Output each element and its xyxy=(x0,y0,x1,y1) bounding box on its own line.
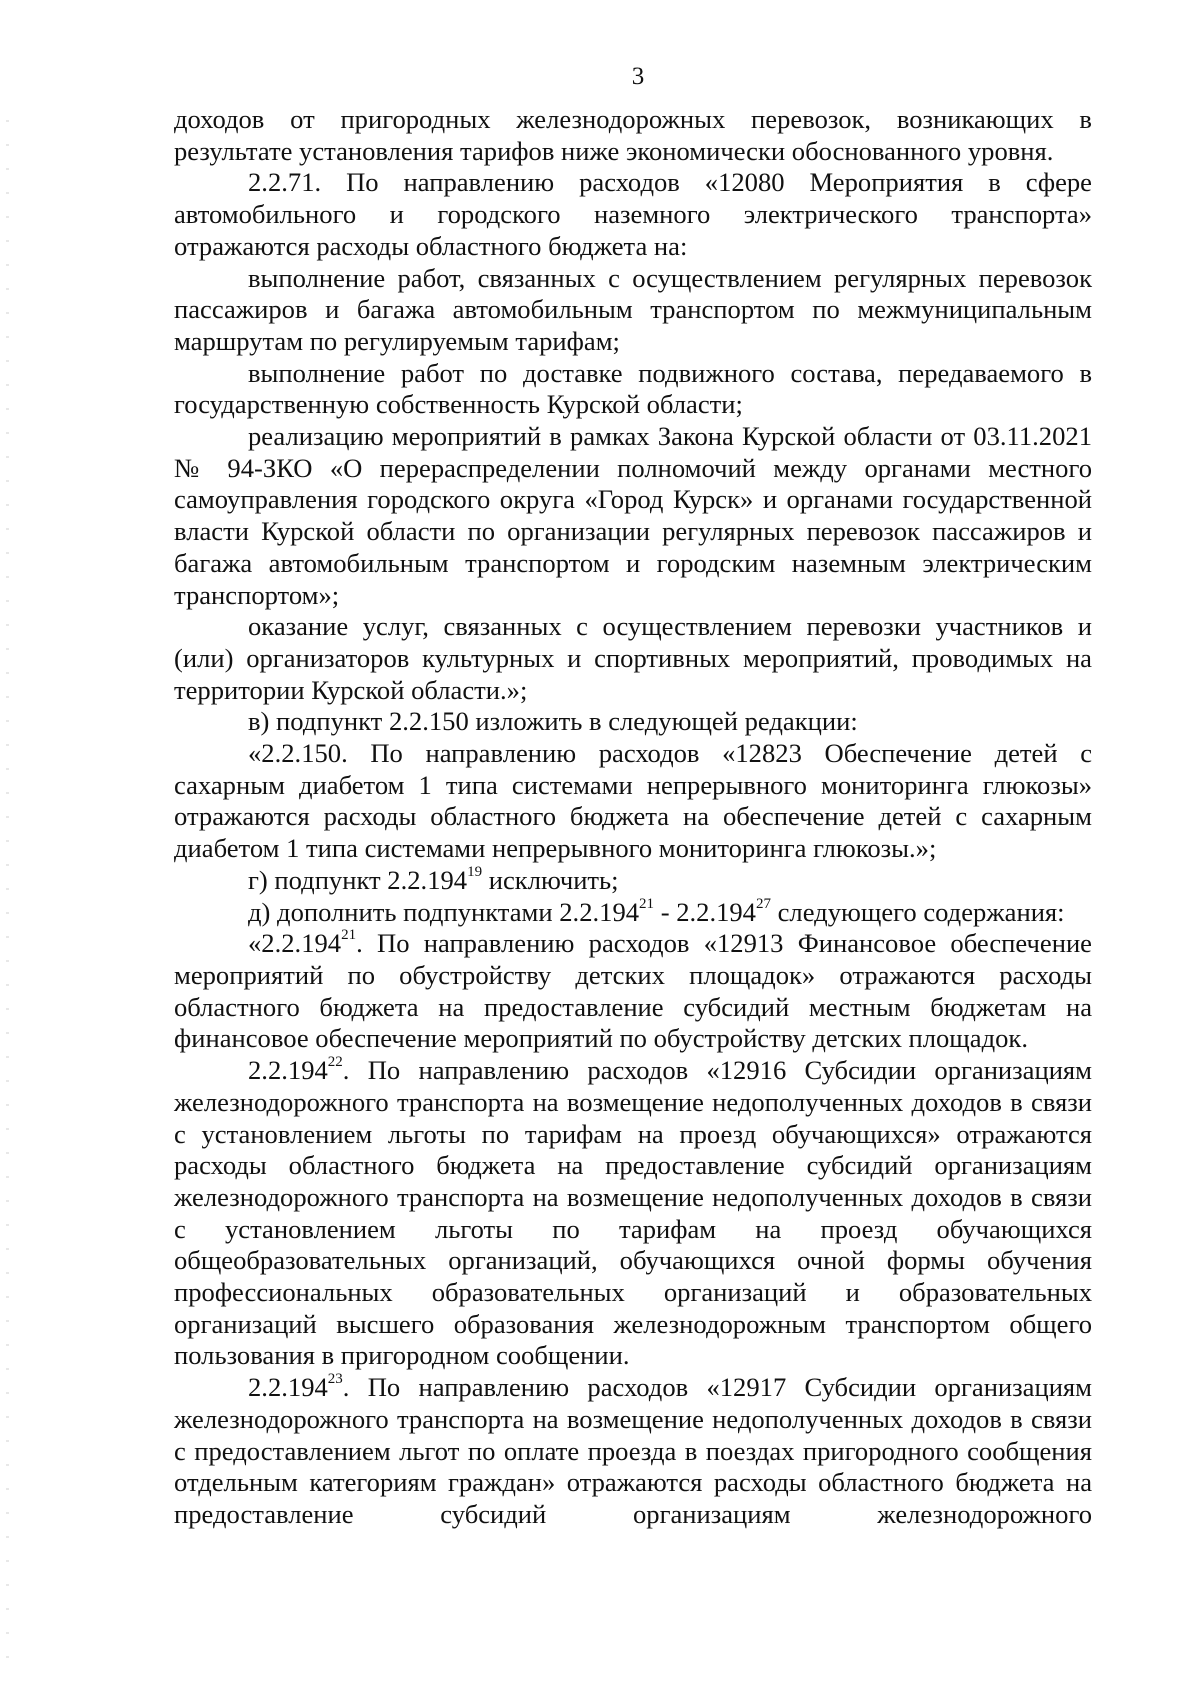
item-g-text-before: г) подпункт 2.2.194 xyxy=(248,864,468,895)
item-d-text-after: следующего содержания: xyxy=(770,896,1065,927)
paragraph-2-2-71: 2.2.71. По направлению расходов «12080 Мероприятия в сфере автомобильного и городского наземного электрического транспорта» отражаются расходы областного бюджета на: xyxy=(174,167,1092,261)
item-d-text-middle: - 2.2.194 xyxy=(654,896,756,927)
sub23-text: . По направлению расходов «12917 Субсидии организациям железнодорожного транспорта на возмещение недополученных доходов в связи с предоставлением льгот по оплате проезда в поездах пригородного сообщения отдельным категориям граждан» отражаются расходы областного бюджета на предоставление субсидий организациям железнодорожного xyxy=(174,1372,1092,1529)
sub21-number: «2.2.194 xyxy=(248,928,342,959)
paragraph-event-transport: оказание услуг, связанных с осуществлением перевозки участников и (или) организаторов культурных и спортивных мероприятий, проводимых на территории Курской области.»; xyxy=(174,611,1092,705)
paragraph-2-2-194-21 xyxy=(174,928,1092,1055)
sub23-number: 2.2.194 xyxy=(248,1372,328,1403)
paragraph-2-2-194-23 xyxy=(174,1372,1092,1531)
item-d-text-before: д) дополнить подпунктами 2.2.194 xyxy=(248,896,640,927)
paragraph-regular-transport: выполнение работ, связанных с осуществлением регулярных перевозок пассажиров и багажа автомобильным транспортом по межмуниципальным маршрутам по регулируемым тарифам; xyxy=(174,262,1092,356)
paragraph-item-g xyxy=(174,865,1092,897)
sub21-superscript: 21 xyxy=(341,927,357,944)
paragraph-2-2-194-22 xyxy=(174,1055,1092,1372)
sub22-superscript: 22 xyxy=(327,1054,343,1071)
sub21-text: . По направлению расходов «12913 Финансовое обеспечение мероприятий по обустройству детских площадок» отражаются расходы областного бюджета на предоставление субсидий местным бюджетам на финансовое обеспечение мероприятий по обустройству детских площадок. xyxy=(174,928,1092,1054)
sub22-text: . По направлению расходов «12916 Субсидии организациям железнодорожного транспорта на возмещение недополученных доходов в связи с установлением льготы по тарифам на проезд обучающихся» отражаются расходы областного бюджета на предоставление субсидий организациям железнодорожного транспорта на возмещение недополученных доходов в связи с установлением льготы по тарифам на проезд обучающихся общеобразовательных организаций, обучающихся очной формы обучения профессиональных образовательных организаций и образовательных организаций высшего образования железнодорожным транспортом общего пользования в пригородном сообщении. xyxy=(174,1055,1092,1371)
item-g-text-after: исключить; xyxy=(482,864,619,895)
item-d-superscript-second: 27 xyxy=(755,895,771,912)
paragraph-kursk-law: реализацию мероприятий в рамках Закона Курской области от 03.11.2021 № 94-ЗКО «О перераспределении полномочий между органами местного самоуправления городского округа «Город Курск» и органами государственной власти Курской области по организации регулярных перевозок пассажиров и багажа автомобильным транспортом и городским наземным электрическим транспортом»; xyxy=(174,421,1092,610)
scan-edge-marks xyxy=(6,120,9,1660)
sub22-number: 2.2.194 xyxy=(248,1055,328,1086)
page-number: 3 xyxy=(631,63,645,90)
paragraph-continuation: доходов от пригородных железнодорожных перевозок, возникающих в результате установления тарифов ниже экономически обоснованного уровня. xyxy=(174,104,1092,166)
item-g-superscript: 19 xyxy=(467,864,483,881)
paragraph-item-v: в) подпункт 2.2.150 изложить в следующей редакции: xyxy=(248,706,858,737)
paragraph-item-d xyxy=(174,897,1092,929)
item-d-superscript-first: 21 xyxy=(639,895,655,912)
sub23-superscript: 23 xyxy=(327,1371,343,1388)
paragraph-2-2-150: «2.2.150. По направлению расходов «12823 Обеспечение детей с сахарным диабетом 1 типа системами непрерывного мониторинга глюкозы» отражаются расходы областного бюджета на обеспечение детей с сахарным диабетом 1 типа системами непрерывного мониторинга глюкозы.»; xyxy=(174,738,1092,864)
paragraph-rolling-stock: выполнение работ по доставке подвижного состава, передаваемого в государственную собственность Курской области; xyxy=(174,357,1092,420)
document-body xyxy=(174,104,1092,1531)
